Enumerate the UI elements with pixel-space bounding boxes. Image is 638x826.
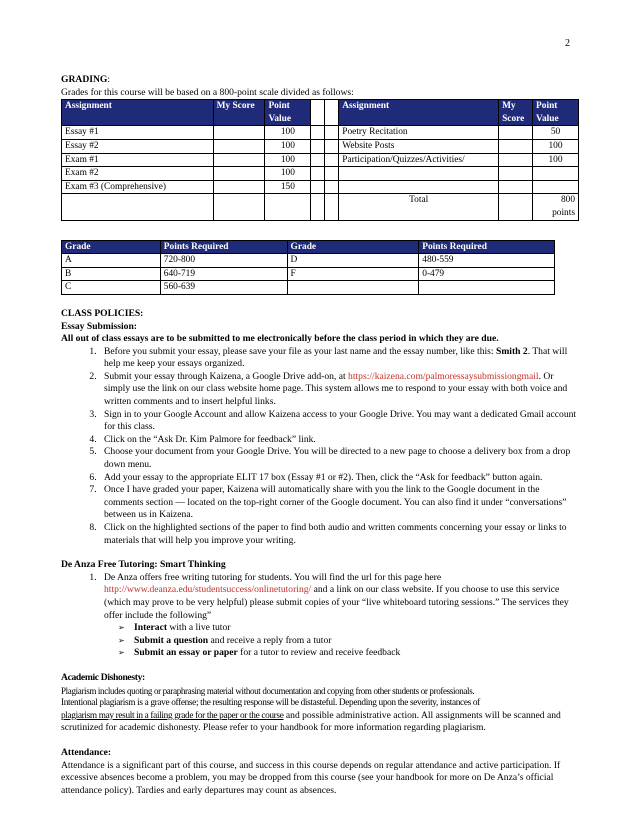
table-row: B 640-719 F 0-479 [62, 267, 555, 281]
dishonesty-line-1: Plagiarism includes quoting or paraphrasing material without documentation and copying from other students or professionals. [61, 685, 475, 696]
total-value: 800 points [533, 194, 579, 220]
list-item: 8. Click on the highlighted sections of the paper to find both audio and written comments concerning your essay or links to materials that will help you improve your writing. [99, 522, 579, 547]
table-row: Essay #1 100 Poetry Recitation 50 [62, 126, 579, 140]
attendance-heading: Attendance: [61, 746, 112, 758]
services-list [61, 622, 579, 660]
grading-heading: GRADING: [61, 74, 111, 85]
table-row: Exam #1 100 Participation/Quizzes/Activities/ 100 [62, 153, 579, 167]
table-row: Exam #2 100 [62, 167, 579, 181]
tutoring-heading: De Anza Free Tutoring: Smart Thinking [61, 559, 226, 571]
list-item: 1. Before you submit your essay, please save your file as your last name and the essay number, like this: Smith 2. That will help me keep your essays organized. [99, 346, 579, 371]
essay-intro: All out of class essays are to be submitted to me electronically before the class period in which they are due. [61, 333, 499, 345]
total-row [62, 194, 579, 220]
table-row: Exam #3 (Comprehensive) 150 [62, 180, 579, 194]
dishonesty-line-2: Intentional plagiarism is a grave offense; the resulting response will be distasteful. Depending upon the severity, instances of [61, 698, 480, 709]
grading-table [61, 99, 579, 220]
essay-submission-heading: Essay Submission: [61, 320, 137, 332]
list-item: 5. Choose your document from your Google Drive. You will be directed to a new page to choose a delivery box from a drop down menu. [99, 446, 579, 471]
tutoring-list [61, 572, 579, 622]
dishonesty-heading: Academic Dishonesty: [61, 671, 145, 683]
list-item: ➢ Submit a question and receive a reply from a tutor [118, 634, 332, 646]
list-item: ➢ Submit an essay or paper for a tutor to review and receive feedback [118, 647, 401, 659]
list-item: 4. Click on the “Ask Dr. Kim Palmore for feedback” link. [99, 434, 579, 447]
table-row: A 720-800 D 480-559 [62, 254, 555, 268]
attendance-text: Attendance is a significant part of this course, and success in this course depends on regular attendance and active participation. If excessive absences become a problem, you may be dropped from this course (see your handbook for more on De Anza’s official attendance policy). Tardies and early departures may count as absences. [61, 759, 561, 796]
header-assignment-2: Assignment [339, 100, 499, 126]
header-point-value-2: Point Value [533, 100, 579, 126]
grading-intro: Grades for this course will be based on a 800-point scale divided as follows: [61, 86, 354, 98]
table-row: C 560-639 [62, 281, 555, 295]
list-item: ➢ Interact with a live tutor [118, 622, 231, 634]
tutoring-link[interactable]: http://www.deanza.edu/studentsuccess/onlinetutoring/ [104, 584, 312, 596]
total-label: Total [339, 194, 499, 220]
list-item: 3. Sign in to your Google Account and allow Kaizena access to your Google Drive. You may want a dedicated Gmail account for this class. [99, 409, 579, 434]
dishonesty-line-3: plagiarism may result in a failing grade for the paper or the course and possible administrative action. All assignments will be scanned and scrutinized for academic dishonesty. Please refer to your handbook for more information regarding plagiarism. [61, 709, 561, 734]
page-number: 2 [565, 38, 570, 49]
grade-scale-table: Grade Points Required Grade Points Required A 720-800 D 480-559 B 640-719 F 0-479 C 560-639 [61, 240, 555, 295]
table-row: Essay #2 100 Website Posts 100 [62, 139, 579, 153]
list-item: 7. Once I have graded your paper, Kaizena will automatically share with you the link to the Google document in the comments section — located on the top-right corner of the Google document. You can also find it under “conversations” between us in Kaizena. [99, 484, 579, 522]
header-my-score-2: My Score [499, 100, 533, 126]
header-point-value: Point Value [265, 100, 311, 126]
list-item: 2. Submit your essay through Kaizena, a Google Drive add-on, at https://kaizena.com/palmoressaysubmissiongmail. Or simply use the link on our class website home page. This system allows me to respond to your essay with both voice and written comments and to insert helpful links. [99, 371, 579, 409]
policies-heading: CLASS POLICIES: [61, 307, 144, 319]
list-item: 1. De Anza offers free writing tutoring for students. You will find the url for this page here http://www.deanza.edu/studentsuccess/onlinetutoring/ and a link on our class website. If you choose to use this service (which may prove to be very helpful) please submit copies of your “live whiteboard tutoring sessions.” The services they offer include the following” [99, 572, 579, 622]
submission-steps [61, 346, 579, 548]
arrow-bullet-icon: ➢ [118, 648, 125, 658]
arrow-bullet-icon: ➢ [118, 623, 125, 633]
header-assignment: Assignment [62, 100, 214, 126]
document-body [61, 74, 579, 797]
header-my-score: My Score [213, 100, 265, 126]
arrow-bullet-icon: ➢ [118, 635, 125, 645]
list-item: 6. Add your essay to the appropriate ELIT 17 box (Essay #1 or #2). Then, click the “Ask for feedback” button again. [99, 472, 579, 485]
kaizena-link[interactable]: https://kaizena.com/palmoressaysubmissiongmail [348, 370, 539, 382]
